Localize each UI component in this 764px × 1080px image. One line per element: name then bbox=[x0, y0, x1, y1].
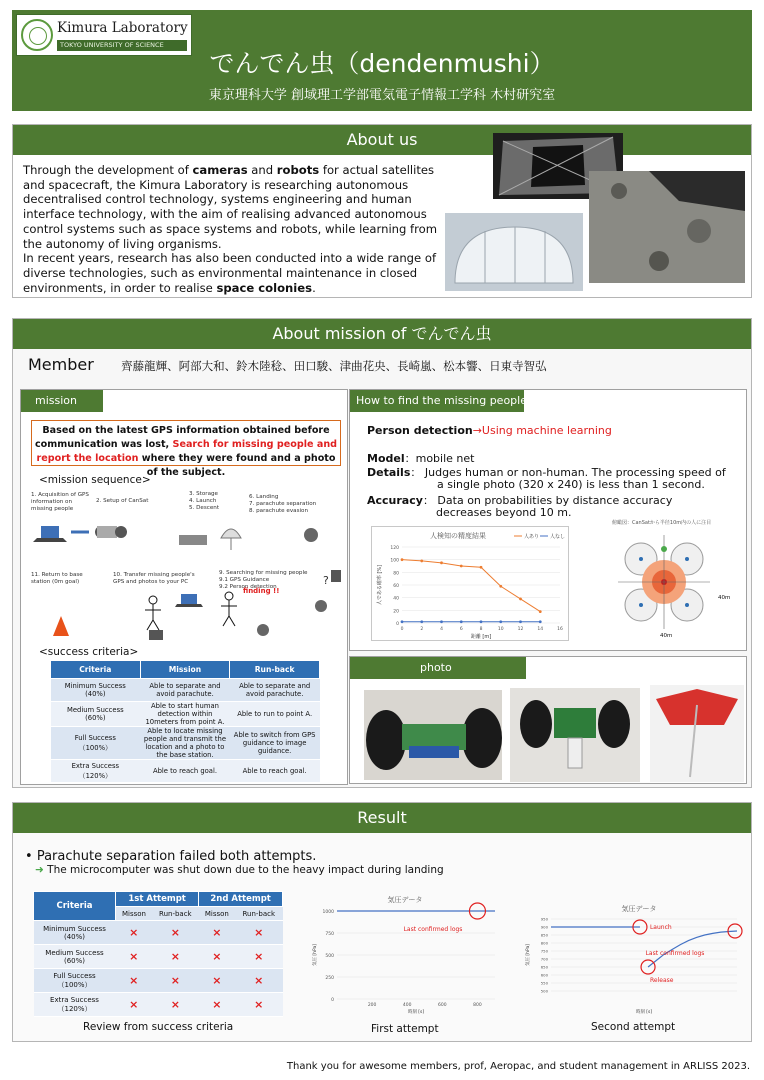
result-subcol-misson-2: Misson bbox=[199, 907, 235, 921]
step-2-label: 2. Setup of CanSat bbox=[96, 498, 149, 504]
green-arrow-icon: ➜ bbox=[35, 864, 44, 876]
criteria-name: Extra Success bbox=[71, 762, 120, 770]
data-point bbox=[401, 558, 404, 561]
y-tick-label: 0 bbox=[331, 998, 334, 1003]
detection-range-svg bbox=[608, 527, 738, 657]
data-point bbox=[440, 561, 443, 564]
how-panel-heading: How to find the missing people bbox=[350, 390, 524, 412]
details-label: Details bbox=[367, 466, 411, 479]
data-point bbox=[519, 620, 522, 623]
fail-mark: × bbox=[199, 921, 235, 945]
rover-photo-1-drawing bbox=[364, 690, 502, 780]
about-p2-end: . bbox=[312, 280, 316, 295]
series-line-0 bbox=[402, 560, 540, 612]
machine-learning-text: →Using machine learning bbox=[472, 424, 612, 437]
person-detection-line bbox=[367, 424, 612, 437]
criteria-pct: （100%） bbox=[78, 744, 112, 752]
fail-mark: × bbox=[152, 993, 199, 1017]
y-tick-label: 600 bbox=[540, 972, 548, 978]
data-point bbox=[480, 566, 483, 569]
mission-sequence-illustrations bbox=[31, 510, 341, 650]
result-criteria-name: Extra Success bbox=[50, 995, 99, 1004]
chart-title: 気圧データ bbox=[621, 905, 657, 913]
criteria-cell bbox=[51, 679, 141, 702]
criteria-cell bbox=[51, 760, 141, 783]
table-row bbox=[51, 702, 320, 727]
result-criteria-name: Medium Success bbox=[45, 948, 104, 957]
cansat-body-icon bbox=[97, 526, 117, 538]
person-detection-label: Person detection bbox=[367, 424, 473, 437]
result-criteria-cell bbox=[34, 993, 116, 1017]
rover-photo-2 bbox=[510, 688, 640, 782]
dome-photo-drawing bbox=[445, 213, 583, 291]
x-axis-label: 時刻 [s] bbox=[407, 1010, 425, 1015]
parachute-icon bbox=[221, 529, 241, 538]
diagram-caption: 俯瞰図：CanSatから半径10m内の人に注目 bbox=[612, 520, 712, 526]
model-value: ：mobile net bbox=[404, 452, 475, 465]
how-panel bbox=[349, 389, 747, 651]
table-row bbox=[51, 679, 320, 702]
search-rover-icon bbox=[331, 570, 341, 582]
criteria-cell bbox=[51, 727, 141, 760]
table-row bbox=[51, 760, 320, 783]
table-row bbox=[51, 727, 320, 760]
y-tick-label: 0 bbox=[396, 622, 399, 627]
fail-mark: × bbox=[199, 993, 235, 1017]
mission-cell: Able to separate and avoid parachute. bbox=[140, 679, 230, 702]
searching-rover-icon bbox=[257, 624, 269, 636]
result-col-criteria: Criteria bbox=[34, 892, 116, 921]
stick-person-icon bbox=[149, 596, 157, 604]
data-point bbox=[460, 620, 463, 623]
step-3-label: 3. Storage 4. Launch 5. Descent bbox=[189, 491, 220, 511]
fail-mark: × bbox=[152, 945, 199, 969]
mission-sequence-title: <mission sequence> bbox=[39, 474, 151, 486]
asteroid-photo bbox=[589, 171, 745, 283]
data-point bbox=[539, 610, 542, 613]
data-point bbox=[499, 585, 502, 588]
rocket-icon bbox=[179, 535, 207, 545]
x-tick-label: 12 bbox=[517, 627, 524, 632]
result-criteria-pct: (40%) bbox=[63, 932, 86, 941]
runback-cell: Able to reach goal. bbox=[230, 760, 320, 783]
fail-mark: × bbox=[152, 969, 199, 993]
mission-cell: Able to start human detection within 10meters from point A. bbox=[140, 702, 230, 727]
y-tick-label: 900 bbox=[540, 924, 548, 930]
y-tick-label: 950 bbox=[540, 916, 548, 922]
table-row bbox=[34, 945, 283, 969]
result-heading: Result bbox=[13, 803, 751, 833]
launch-label: Launch bbox=[649, 924, 672, 931]
step-6-label: 10. Transfer missing people's GPS and photos to your PC bbox=[113, 572, 195, 585]
diagram-width-label: 40m bbox=[718, 595, 731, 601]
fail-mark: × bbox=[199, 969, 235, 993]
result-criteria-cell bbox=[34, 969, 116, 993]
member-row bbox=[28, 355, 547, 374]
y-axis-label: 人である確率 [%] bbox=[377, 564, 383, 606]
y-tick-label: 700 bbox=[540, 956, 548, 962]
mission-statement bbox=[31, 420, 341, 478]
runback-cell: Able to run to point A. bbox=[230, 702, 320, 727]
rover-wheel-icon bbox=[315, 600, 327, 612]
photo-panel bbox=[349, 656, 747, 784]
result-bullet: • Parachute separation failed both attempts. bbox=[25, 849, 317, 864]
poster-header bbox=[12, 10, 752, 111]
result-col-attempt2: 2nd Attempt bbox=[199, 892, 283, 907]
about-heading: About us bbox=[13, 125, 751, 155]
x-tick-label: 800 bbox=[473, 1003, 482, 1008]
result-bullet-text: Parachute separation failed both attempts. bbox=[36, 849, 317, 864]
y-tick-label: 650 bbox=[540, 964, 548, 970]
success-criteria-title: <success criteria> bbox=[39, 646, 139, 658]
y-axis-label: 気圧 [hPa] bbox=[526, 943, 531, 967]
col-criteria: Criteria bbox=[51, 661, 141, 679]
col-mission: Mission bbox=[140, 661, 230, 679]
y-axis-label: 気圧 [hPa] bbox=[313, 943, 318, 967]
result-criteria-pct: （100%） bbox=[57, 980, 92, 989]
closed-environment-dome-photo bbox=[445, 213, 583, 291]
mission-statement-highlight: Search for missing people and report the location bbox=[36, 439, 338, 464]
logo-lab-name: Kimura Laboratory bbox=[57, 20, 188, 36]
first-attempt-chart bbox=[309, 891, 499, 1017]
goal-cone-icon bbox=[53, 616, 69, 636]
release-label: Release bbox=[650, 977, 674, 984]
fail-mark: × bbox=[116, 945, 152, 969]
parachute-photo bbox=[650, 685, 744, 782]
fail-mark: × bbox=[235, 945, 282, 969]
asteroid-photo-drawing bbox=[589, 171, 745, 283]
step-7-label: 9. Searching for missing people 9.1 GPS Guidance 9.2 Person detection bbox=[219, 570, 308, 590]
caption-first-attempt: First attempt bbox=[371, 1023, 439, 1035]
model-label: Model bbox=[367, 452, 405, 465]
criteria-pct: （120%） bbox=[78, 772, 112, 780]
detection-accuracy-svg bbox=[372, 527, 570, 642]
detection-range-diagram bbox=[608, 515, 738, 645]
table-row bbox=[34, 921, 283, 945]
question-mark: ? bbox=[323, 574, 329, 587]
fail-mark: × bbox=[116, 993, 152, 1017]
success-criteria-table bbox=[50, 660, 320, 783]
x-tick-label: 6 bbox=[459, 627, 463, 632]
mission-statement-end: where they were found and a photo of the subject. bbox=[138, 453, 336, 478]
result-criteria-pct: (60%) bbox=[63, 956, 86, 965]
x-axis-label: 時刻 [s] bbox=[635, 1010, 653, 1015]
table-row bbox=[34, 969, 283, 993]
caption-review: Review from success criteria bbox=[83, 1021, 234, 1033]
fail-mark: × bbox=[235, 993, 282, 1017]
rover-photo-2-drawing bbox=[510, 688, 640, 782]
parachute-photo-drawing bbox=[650, 685, 744, 782]
result-section bbox=[12, 802, 752, 1042]
criteria-pct: (60%) bbox=[85, 714, 106, 722]
table-row bbox=[34, 993, 283, 1017]
mission-cell: Able to locate missing people and transmit the location and a photo to the base station. bbox=[140, 727, 230, 760]
second-attempt-svg bbox=[521, 899, 743, 1017]
mission-section bbox=[12, 318, 752, 788]
details-text-2: a single photo (320 x 240) is less than 1 second. bbox=[437, 478, 705, 491]
y-tick-label: 750 bbox=[540, 948, 548, 954]
y-tick-label: 1000 bbox=[322, 910, 334, 915]
x-tick-label: 400 bbox=[402, 1003, 412, 1008]
criteria-name: Medium Success bbox=[66, 706, 124, 714]
laptop-icon-base bbox=[33, 538, 67, 542]
result-subcol-runback-2: Run-back bbox=[235, 907, 282, 921]
chart-title: 人検知の精度結果 bbox=[430, 532, 486, 540]
y-tick-label: 40 bbox=[393, 596, 399, 602]
y-tick-label: 550 bbox=[540, 980, 548, 986]
data-point bbox=[539, 620, 542, 623]
legend-label: 人あり bbox=[524, 534, 540, 540]
poster-subtitle: 東京理科大学 創域理工学部電気電子情報工学科 木村研究室 bbox=[208, 88, 556, 103]
y-tick-label: 120 bbox=[390, 546, 399, 551]
data-point bbox=[420, 620, 423, 623]
about-text bbox=[23, 163, 451, 295]
y-tick-label: 850 bbox=[540, 932, 548, 938]
mission-panel-heading: mission bbox=[21, 390, 103, 412]
result-subcol-runback-1: Run-back bbox=[152, 907, 199, 921]
y-tick-label: 500 bbox=[540, 988, 548, 994]
rover-photo-1 bbox=[364, 690, 502, 780]
mission-statement-start: Based on the latest GPS information obtained before communication was lost, bbox=[34, 425, 330, 450]
landed-cansat-icon bbox=[304, 528, 318, 542]
logo-university-name: TOKYO UNIVERSITY OF SCIENCE bbox=[57, 40, 187, 51]
result-criteria-cell bbox=[34, 945, 116, 969]
data-point bbox=[460, 565, 463, 568]
criteria-pct: (40%) bbox=[85, 690, 106, 698]
x-tick-label: 16 bbox=[557, 627, 563, 632]
fail-mark: × bbox=[235, 969, 282, 993]
result-subcol-misson-1: Misson bbox=[116, 907, 152, 921]
laptop-icon-top bbox=[41, 526, 59, 538]
small-rover-icon bbox=[149, 630, 163, 640]
about-section bbox=[12, 124, 752, 298]
mission-cell: Able to reach goal. bbox=[140, 760, 230, 783]
y-tick-label: 250 bbox=[325, 976, 334, 981]
accuracy-label: Accuracy bbox=[367, 494, 423, 507]
x-tick-label: 8 bbox=[479, 627, 483, 632]
pc-icon bbox=[181, 594, 197, 604]
result-subpoint-text: The microcomputer was shut down due to the heavy impact during landing bbox=[47, 864, 444, 876]
result-criteria-name: Full Success bbox=[53, 971, 96, 980]
step-4-label: 6. Landing 7. parachute separation 8. parachute evasion bbox=[249, 494, 317, 514]
x-tick-label: 4 bbox=[440, 627, 443, 632]
about-cameras: cameras bbox=[192, 163, 248, 177]
chart-title: 気圧データ bbox=[387, 896, 423, 904]
runback-cell: Able to switch from GPS guidance to image guidance. bbox=[230, 727, 320, 760]
mission-section-heading: About mission of でんでん虫 bbox=[13, 319, 751, 349]
fail-mark: × bbox=[116, 969, 152, 993]
about-robots: robots bbox=[276, 163, 320, 177]
x-tick-label: 0 bbox=[400, 627, 404, 632]
accuracy-text-1: ： Data on probabilities by distance accuracy bbox=[422, 494, 673, 507]
about-and: and bbox=[247, 163, 277, 177]
accuracy-text-2: decreases beyond 10 m. bbox=[436, 506, 572, 519]
y-tick-label: 60 bbox=[393, 584, 399, 589]
about-p1-rest: for actual satellites and spacecraft, the Kimura Laboratory is researching autonomous decentralised control technology, systems engineering and human interface technology, with the aim of realising advanced autonomous control systems such as space systems and robots, while learning from the autonomy of living organisms. bbox=[23, 163, 438, 251]
x-tick-label: 2 bbox=[420, 627, 424, 632]
criteria-cell bbox=[51, 702, 141, 727]
fail-mark: × bbox=[152, 921, 199, 945]
photo-panel-heading: photo bbox=[350, 657, 526, 679]
data-point bbox=[519, 598, 522, 601]
result-table bbox=[33, 891, 283, 1017]
result-col-attempt1: 1st Attempt bbox=[116, 892, 199, 907]
x-tick-label: 10 bbox=[497, 627, 504, 632]
y-tick-label: 500 bbox=[325, 954, 334, 959]
finding-label: finding !! bbox=[243, 587, 280, 595]
runback-cell: Able to separate and avoid parachute. bbox=[230, 679, 320, 702]
poster-title: でんでん虫（dendenmushi） bbox=[209, 49, 555, 78]
data-point bbox=[499, 620, 502, 623]
x-tick-label: 200 bbox=[367, 1003, 377, 1008]
y-tick-label: 80 bbox=[393, 571, 399, 577]
last-log-annotation: Last confirmed logs bbox=[645, 950, 705, 957]
data-point bbox=[440, 620, 443, 623]
result-criteria-cell bbox=[34, 921, 116, 945]
second-attempt-chart bbox=[521, 899, 743, 1017]
last-log-annotation: Last confirmed logs bbox=[403, 926, 463, 933]
step-5-label: 11. Return to base station (0m goal) bbox=[31, 572, 83, 585]
caption-second-attempt: Second attempt bbox=[591, 1021, 676, 1033]
criteria-name: Full Success bbox=[74, 734, 116, 742]
detection-accuracy-chart bbox=[371, 526, 569, 641]
data-point bbox=[420, 560, 423, 563]
details-text-1: ： Judges human or non-human. The processing speed of bbox=[410, 466, 726, 479]
about-p2-start: In recent years, research has also been conducted into a wide range of diverse technologies, such as environmental maintenance in closed environments, in order to realise bbox=[23, 251, 437, 295]
first-attempt-svg bbox=[309, 891, 499, 1017]
step-1-label: 1. Acquisition of GPS information on missing people bbox=[31, 492, 89, 512]
acknowledgement: Thank you for awesome members, prof, Aeropac, and student management in ARLISS 2023. bbox=[286, 1061, 750, 1072]
pressure-line-after bbox=[645, 931, 737, 967]
member-label: Member bbox=[28, 355, 94, 374]
y-tick-label: 20 bbox=[393, 609, 399, 615]
legend-label: 人なし bbox=[550, 534, 566, 540]
x-axis-label: 距離 [m] bbox=[470, 634, 492, 640]
result-criteria-pct: （120%） bbox=[57, 1004, 92, 1013]
result-criteria-name: Minimum Success bbox=[43, 924, 106, 933]
y-tick-label: 800 bbox=[540, 940, 548, 946]
criteria-name: Minimum Success bbox=[64, 682, 126, 690]
missing-person-icon bbox=[225, 592, 233, 600]
about-p1-start: Through the development of bbox=[23, 163, 193, 177]
x-tick-label: 600 bbox=[438, 1003, 447, 1008]
col-runback: Run-back bbox=[230, 661, 320, 679]
about-space-colonies: space colonies bbox=[216, 280, 313, 295]
y-tick-label: 100 bbox=[390, 558, 399, 564]
fail-mark: × bbox=[199, 945, 235, 969]
x-tick-label: 14 bbox=[537, 627, 544, 632]
fail-mark: × bbox=[235, 921, 282, 945]
mission-panel bbox=[20, 389, 348, 785]
member-names: 齊藤龍輝、阿部大和、鈴木陸稔、田口駿、津曲花央、長崎嵐、松本響、日東寺智弘 bbox=[121, 359, 547, 373]
y-tick-label: 750 bbox=[325, 932, 334, 937]
data-point bbox=[480, 620, 483, 623]
data-point bbox=[401, 620, 404, 623]
result-subpoint bbox=[35, 864, 444, 876]
diagram-height-label: 40m bbox=[660, 633, 673, 639]
fail-mark: × bbox=[116, 921, 152, 945]
